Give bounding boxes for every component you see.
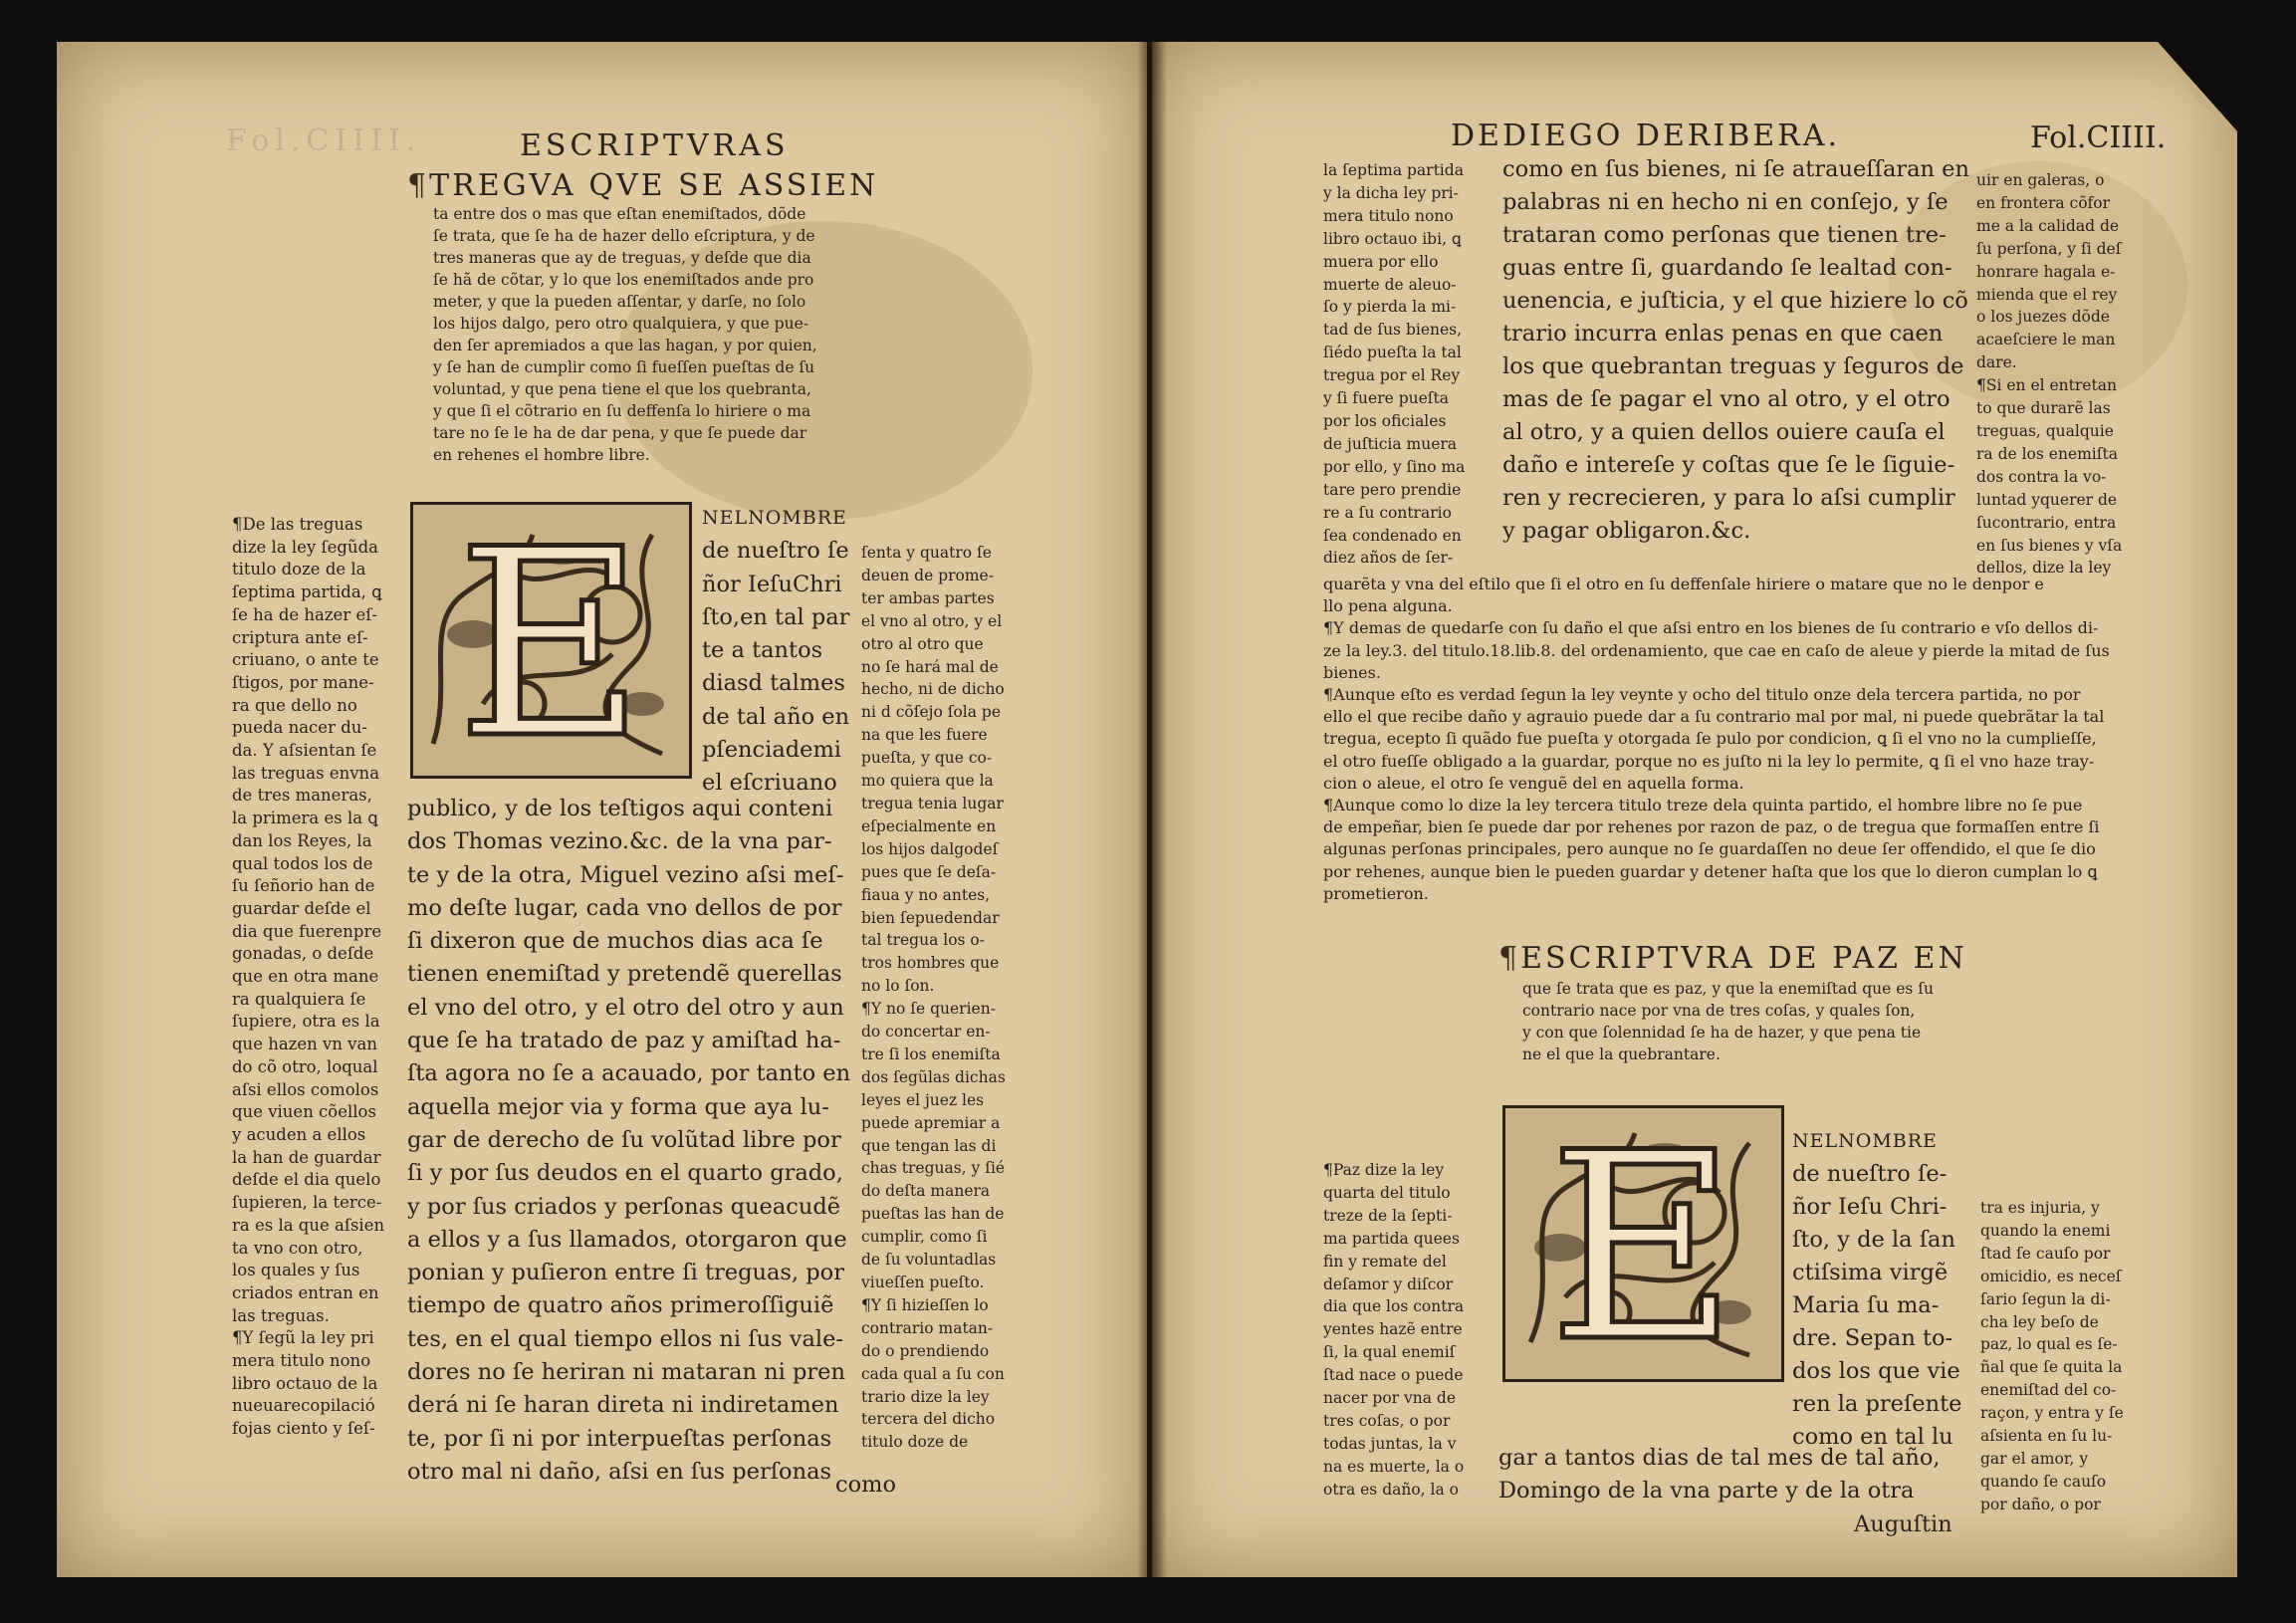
margin-note-line: pues que ſe deſa-	[861, 862, 997, 881]
main-line: gar de derecho de ſu volũtad libre por	[407, 1126, 841, 1153]
book-gutter	[1137, 42, 1167, 1577]
main-line: publico, y de los teſtigos aqui conteni	[407, 796, 833, 821]
margin-note-line: deſamor y diſcor	[1323, 1275, 1454, 1293]
main-line: pſenciademi	[702, 737, 841, 764]
initial-letter: E	[456, 505, 645, 776]
note-line: ze la ley.3. del titulo.18.lib.8. del ordenamiento, que cae en caſo de aleue y pierde la mitad de ſus	[1323, 640, 2110, 660]
margin-note-line: cumplir, como ſi	[861, 1228, 988, 1247]
margin-note-line: dare.	[1976, 353, 2017, 372]
main-line: tiempo de quatro años primeroſſiguiẽ	[407, 1292, 834, 1319]
margin-note-line: me a la calidad de	[1976, 216, 2120, 235]
margin-note-line: cha ley beſo de	[1980, 1312, 2099, 1331]
margin-note-line: mienda que el rey	[1976, 285, 2118, 304]
main-line: dores no ſe heriran ni mataran ni pren	[407, 1359, 845, 1386]
margin-note-line: ſea condenado en	[1323, 526, 1462, 545]
margin-note-line: ſo y pierda la mi-	[1323, 298, 1457, 317]
margin-note-line: las treguas envna	[232, 763, 380, 783]
main-line: que ſe ha tratado de paz y amiſtad ha-	[407, 1028, 841, 1054]
top-main-text	[1502, 153, 1970, 548]
main-line: de tal año en	[702, 703, 850, 730]
margin-note-line: tercera del dicho	[861, 1410, 996, 1429]
main-line: mo deſte lugar, cada vno dellos de por	[407, 894, 842, 921]
margin-note-line: tare pero prendie	[1323, 480, 1462, 499]
summary-line: ta entre dos o mas que eſtan enemiſtados, dõde	[433, 205, 806, 223]
margin-note-line: luntad yquerer de	[1976, 490, 2118, 509]
margin-note-line: to que durarẽ las	[1976, 399, 2111, 418]
margin-note-line: aſsienta en ſu lu-	[1980, 1427, 2113, 1446]
summary-line: meter, y que la pueden aſſentar, y darſe, no ſolo	[433, 293, 806, 311]
margin-note-line: ¶Paz dize la ley	[1323, 1161, 1445, 1179]
margin-note-line: en frontera cõfor	[1976, 193, 2111, 212]
text-beside-initial	[1792, 1125, 1981, 1454]
main-line: trataran como perſonas que tienen tre-	[1502, 222, 1947, 248]
main-line: uenencia, e juſticia, y el que hiziere lo cõ	[1502, 288, 1968, 314]
margin-note-line: nueuarecopilació	[232, 1396, 375, 1416]
margin-note-line: tre ſi los enemiſta	[861, 1044, 1001, 1063]
main-text-column	[1498, 1442, 1976, 1507]
margin-note-line: treze de la ſepti-	[1323, 1206, 1453, 1225]
margin-note-line: criuano, o ante te	[232, 650, 379, 670]
margin-note-line: eſpecialmente en	[861, 816, 997, 835]
summary-line: y con que ſolennidad ſe ha de hazer, y que pena tie	[1522, 1024, 1922, 1042]
margin-note-line: muerte de aleuo-	[1323, 275, 1457, 294]
margin-note-line: bien ſepuedendar	[861, 908, 1000, 927]
margin-note-line: puede apremiar a	[861, 1113, 1001, 1132]
main-line: y pagar obligaron.&c.	[1502, 518, 1751, 544]
main-line: te y de la otra, Miguel vezino aſsi meſ-	[407, 861, 844, 888]
right-margin-notes	[861, 542, 1042, 1454]
margin-note-line: titulo doze de la	[232, 560, 366, 580]
margin-note-line: ſu ſeñorio han de	[232, 876, 375, 896]
margin-note-line: da. Y aſsientan ſe	[232, 741, 377, 761]
margin-note-line: diez años de ſer-	[1323, 549, 1454, 568]
margin-note-line: ¶Si en el entretan	[1976, 376, 2117, 395]
margin-note-line: chas treguas, y ſié	[861, 1159, 1006, 1178]
main-line: NELNOMBRE	[702, 507, 847, 529]
margin-note-line: hecho, ni de dicho	[861, 680, 1005, 699]
margin-note-line: los hijos dalgodeſ	[861, 839, 999, 858]
margin-note-line: o los juezes dõde	[1976, 308, 2110, 327]
right-page	[1152, 42, 2237, 1577]
margin-note-line: ſtad nace o puede	[1323, 1366, 1464, 1385]
main-line: ren y recrecieren, y para lo aſsi cumplir	[1502, 485, 1955, 511]
main-line: tes, en el qual tiempo ellos ni ſus vale-	[407, 1325, 844, 1352]
main-line: ſi y por ſus deudos en el quarto grado,	[407, 1160, 843, 1187]
summary-line: los hijos dalgo, pero otro qualquiera, y que pue-	[433, 315, 808, 333]
main-line: tienen enemiſtad y pretendẽ querellas	[407, 961, 842, 988]
margin-note-line: dize la ley ſegũda	[232, 537, 378, 557]
note-line: quarẽta y vna del eſtilo que ſi el otro en ſu deffenſale hiriere o matare que no le denpor e	[1323, 575, 2044, 593]
top-right-margin-notes	[1976, 169, 2156, 580]
margin-note-line: ra de los enemiſta	[1976, 444, 2118, 463]
main-line: dre. Sepan to-	[1792, 1325, 1953, 1351]
margin-note-line: do cõ otro, loqual	[232, 1056, 378, 1076]
margin-note-line: dellos, dize la ley	[1976, 559, 2112, 578]
section-title: ¶TREGVA QVE SE ASSIEN	[407, 168, 879, 203]
margin-note-line: mera titulo nono	[1323, 206, 1454, 225]
note-line: tregua, ecepto ſi quãdo fue pueſta y otorgada ſe pulo por condicion, ꝗ ſi el vno no la cumplieſſe,	[1323, 729, 2097, 749]
margin-note-line: qual todos los de	[232, 853, 373, 873]
main-line: NELNOMBRE	[1792, 1130, 1938, 1152]
margin-note-line: ni d cõſejo ſola pe	[861, 703, 1001, 722]
main-line: al otro, y a quien dellos ouiere cauſa el	[1502, 419, 1946, 445]
summary-line: tare no ſe le ha de dar pena, y que ſe puede dar	[433, 424, 807, 442]
summary-line: ne el que la quebrantare.	[1522, 1045, 1721, 1063]
margin-note-line: ſario ſegun la di-	[1980, 1289, 2111, 1308]
main-line: dos Thomas vezino.&c. de la vna par-	[407, 828, 832, 855]
margin-note-line: libro octauo de la	[232, 1373, 378, 1393]
margin-note-line: libro octauo ibi, ꝗ	[1323, 229, 1462, 248]
margin-note-line: y acuden a ellos	[232, 1124, 366, 1144]
margin-note-line: enemiſtad del co-	[1980, 1381, 2117, 1400]
margin-note-line: treguas, qualquie	[1976, 421, 2114, 440]
margin-note-line: por ello, y ſino ma	[1323, 457, 1466, 476]
main-line: trario incurra enlas penas en que caen	[1502, 321, 1944, 347]
section-summary	[1522, 978, 1970, 1065]
margin-note-line: criptura ante eſ-	[232, 627, 368, 647]
margin-note-line: la ſeptima partida	[1323, 161, 1464, 179]
margin-note-line: yentes hazẽ entre	[1323, 1320, 1463, 1339]
margin-note-line: tres coſas, o por	[1323, 1411, 1451, 1430]
main-line: como en tal lu	[1792, 1424, 1953, 1450]
margin-note-line: ſiédo pueſta la tal	[1323, 344, 1462, 362]
note-line: ello el que recibe daño y agrauio puede dar a ſu contrario mal por mal, ni puede quebrãtar la tal	[1323, 707, 2105, 727]
main-line: los que quebrantan treguas y ſeguros de	[1502, 353, 1964, 379]
margin-note-line: muera por ello	[1323, 252, 1439, 271]
margin-note-line: dia que fuerenpre	[232, 921, 382, 941]
note-line: por rehenes, aunque bien le pueden guardar y detener haſta que los que lo dieron cumplan lo ꝗ	[1323, 861, 2098, 881]
main-line: de nueſtro ſe	[702, 538, 849, 565]
margin-note-line: viueſſen pueſto.	[861, 1274, 985, 1291]
margin-note-line: ¶Y ſegũ la ley pri	[232, 1328, 374, 1348]
main-line: te a tantos	[702, 637, 823, 664]
margin-note-line: fiaua y no antes,	[861, 885, 991, 904]
margin-note-line: ¶Y no ſe querien-	[861, 1000, 996, 1019]
main-line: ſi dixeron que de muchos dias aca ſe	[407, 928, 823, 955]
main-line: ſto,en tal par	[702, 603, 850, 630]
bottom-left-margin-notes	[1323, 1159, 1483, 1502]
catchword: como	[835, 1472, 897, 1498]
note-line: prometieron.	[1323, 883, 1429, 903]
margin-note-line: ra es la que aſsien	[232, 1215, 385, 1235]
main-line: ſta agora no ſe a acauado, por tanto en	[407, 1060, 851, 1087]
margin-note-line: aſsi ellos comolos	[232, 1079, 379, 1099]
margin-note-line: tra es injuria, y	[1980, 1199, 2100, 1217]
margin-note-line: leyes el juez les	[861, 1090, 985, 1109]
summary-line: tres maneras que ay de treguas, y deſde que dia	[433, 249, 811, 267]
left-margin-notes	[232, 514, 401, 1441]
main-line: el eſcriuano	[702, 770, 837, 797]
note-line: llo pena alguna.	[1323, 596, 1453, 616]
main-text-column	[407, 793, 905, 1489]
margin-note-line: tregua por el Rey	[1323, 366, 1461, 385]
main-line: y por ſus criados y perſonas queacudẽ	[407, 1193, 841, 1220]
margin-note-line: de juſticia muera	[1323, 434, 1458, 453]
margin-note-line: las treguas.	[232, 1305, 330, 1325]
main-line: diasd talmes	[702, 670, 845, 697]
main-line: palabras ni en hecho ni en conſejo, y ſe	[1502, 189, 1949, 215]
margin-note-line: acaeſciere le man	[1976, 331, 2116, 349]
main-line: ſto, y de la ſan	[1792, 1227, 1955, 1253]
margin-note-line: quando la enemi	[1980, 1221, 2111, 1240]
note-line: el otro fueſſe obligado a la guardar, porque no es juſto ni la ley lo permite, ꝗ ſi el vno haze tray-	[1323, 751, 2095, 771]
main-line: Domingo de la vna parte y de la otra	[1498, 1478, 1915, 1504]
summary-line: y ſe han de cumplir como ſi fueſſen pueſtas de ſu	[433, 358, 815, 376]
note-line: ¶Y demas de quedarſe con ſu daño el que aſsi entro en los bienes de ſu contrario e vſo dellos di-	[1323, 618, 2099, 638]
margin-note-line: ſu perſona, y ſi deſ	[1976, 239, 2122, 258]
margin-note-line: fin y remate del	[1323, 1252, 1447, 1271]
initial-letter: E	[1548, 1108, 1737, 1379]
main-line: guas entre ſi, guardando ſe lealtad con-	[1502, 255, 1952, 281]
margin-note-line: criados entran en	[232, 1282, 379, 1302]
left-page	[57, 42, 1147, 1577]
margin-note-line: ſi, la qual enemiſ	[1323, 1343, 1456, 1362]
main-line: ñor Ieſu Chri-	[1792, 1194, 1948, 1220]
decorated-initial-art	[413, 505, 689, 776]
main-line: ñor IeſuChri	[702, 571, 842, 597]
margin-note-line: dos contra la vo-	[1976, 467, 2107, 486]
summary-line: den ſer apremiados a que las hagan, y por quien,	[433, 337, 817, 354]
margin-note-line: ñal que ſe quita la	[1980, 1358, 2123, 1377]
margin-note-line: do concertar en-	[861, 1023, 991, 1042]
margin-note-line: ma partida quees	[1323, 1229, 1460, 1248]
margin-note-line: ra que dello no	[232, 695, 357, 715]
margin-note-line: ſenta y quatro ſe	[861, 544, 992, 562]
margin-note-line: quarta del titulo	[1323, 1183, 1451, 1202]
main-line: a ellos y a ſus llamados, otorgaron que	[407, 1226, 847, 1253]
margin-note-line: la han de guardar	[232, 1147, 381, 1167]
margin-note-line: tros hombres que	[861, 954, 1000, 973]
margin-note-line: re a ſu contrario	[1323, 503, 1452, 522]
top-left-margin-notes	[1323, 159, 1483, 570]
margin-note-line: todas juntas, la v	[1323, 1434, 1457, 1453]
margin-note-line: tad de ſus bienes,	[1323, 321, 1463, 340]
margin-note-line: ¶De las treguas	[232, 515, 363, 534]
main-line: Maria ſu ma-	[1792, 1292, 1940, 1318]
margin-note-line: y ſi fuere pueſta	[1323, 389, 1449, 408]
main-line: daño e intereſe y coſtas que ſe le ſiguie-	[1502, 452, 1955, 478]
main-line: mas de ſe pagar el vno al otro, y el otro	[1502, 386, 1951, 412]
margin-note-line: en ſus bienes y vſa	[1976, 536, 2123, 555]
note-line: cion o aleue, el otro ſe venguẽ del en aquella forma.	[1323, 773, 1744, 793]
margin-note-line: quando ſe cauſo	[1980, 1472, 2107, 1491]
margin-note-line: guardar deſde el	[232, 898, 371, 918]
main-line: de nueſtro ſe-	[1792, 1161, 1948, 1187]
main-line: derá ni ſe haran direta ni indiretamen	[407, 1392, 839, 1419]
margin-note-line: trario dize la ley	[861, 1387, 990, 1406]
margin-note-line: no ſe hará mal de	[861, 657, 999, 676]
margin-note-line: los quales y ſus	[232, 1261, 360, 1280]
margin-note-line: dos ſegũlas dichas	[861, 1067, 1006, 1086]
margin-note-line: uir en galeras, o	[1976, 171, 2105, 189]
margin-note-line: que hazen vn van	[232, 1035, 377, 1054]
main-line: como en ſus bienes, ni ſe atraueſſaran en	[1502, 156, 1969, 182]
margin-note-line: ra qualquiera ſe	[232, 989, 366, 1009]
summary-line: ſe trata, que ſe ha de hazer dello eſcriptura, y de	[433, 227, 815, 245]
margin-note-line: cada qual a ſu con	[861, 1364, 1005, 1383]
margin-note-line: de ſu voluntadlas	[861, 1251, 997, 1270]
margin-note-line: por daño, o por	[1980, 1495, 2101, 1513]
margin-note-line: ter ambas partes	[861, 588, 995, 607]
margin-note-line: no lo ſon.	[861, 977, 935, 996]
margin-note-line: de tres maneras,	[232, 786, 372, 806]
margin-note-line: pueſta, y que co-	[861, 749, 993, 768]
show-through-text: Fol.CIIII.	[226, 123, 422, 158]
margin-note-line: tal tregua los o-	[861, 931, 985, 950]
margin-note-line: ſtigos, por mane-	[232, 672, 374, 692]
margin-note-line: paz, lo qual es ſe-	[1980, 1335, 2118, 1354]
open-book	[57, 42, 2237, 1577]
margin-note-line: otro al otro que	[861, 634, 984, 653]
margin-note-line: ſucontrario, entra	[1976, 513, 2117, 532]
margin-note-line: que viuen cõellos	[232, 1102, 376, 1122]
margin-note-line: ſeptima partida, ꝗ	[232, 582, 382, 602]
full-width-notes	[1323, 574, 2180, 905]
margin-note-line: dia que los contra	[1323, 1297, 1465, 1316]
running-head: DEDIEGO DERIBERA.	[1451, 118, 1840, 153]
margin-note-line: el vno al otro, y el	[861, 611, 1003, 630]
margin-note-line: ſupieren, la terce-	[232, 1193, 382, 1213]
margin-note-line: gonadas, o deſde	[232, 944, 374, 964]
note-line: ¶Aunque como lo dize la ley tercera titulo treze dela quinta partido, el hombre libre no ſe pue	[1323, 796, 2083, 815]
margin-note-line: nacer por vna de	[1323, 1389, 1457, 1408]
margin-note-line: contrario matan-	[861, 1318, 994, 1337]
pilcrow-icon: ¶	[407, 168, 430, 203]
margin-note-line: mera titulo nono	[232, 1351, 371, 1371]
margin-note-line: na es muerte, la o	[1323, 1457, 1465, 1476]
margin-note-line: honrare hagala e-	[1976, 262, 2116, 281]
main-line: gar a tantos dias de tal mes de tal año,	[1498, 1445, 1941, 1471]
catchword: Auguſtin	[1854, 1511, 1952, 1537]
margin-note-line: do o prendiendo	[861, 1341, 990, 1360]
note-line: bienes.	[1323, 662, 1381, 682]
bottom-right-margin-notes	[1980, 1197, 2140, 1516]
main-line: dos los que vie	[1792, 1358, 1960, 1384]
summary-line: contrario nace por vna de tres coſas, y quales ſon,	[1522, 1002, 1916, 1020]
main-line: otro mal ni daño, aſsi en ſus perſonas	[407, 1458, 832, 1485]
summary-line: que ſe trata que es paz, y que la enemiſtad que es ſu	[1522, 980, 1934, 998]
note-line: de empeñar, bien ſe puede dar por rehenes por razon de paz, o de tregua que formaſſen entre ſi	[1323, 817, 2100, 837]
main-line: aquella mejor via y forma que aya lu-	[407, 1093, 829, 1120]
margin-note-line: fojas ciento y ſeſ-	[232, 1419, 375, 1439]
decorated-initial	[410, 502, 692, 779]
note-line: algunas perſonas principales, pero aunque no ſe guardaſſen no deue ſer offendido, el que ſe dio	[1323, 839, 2096, 859]
margin-note-line: deuen de prome-	[861, 566, 994, 584]
summary-line: y que ſi el cõtrario en ſu deffenſa lo hiriere o ma	[433, 402, 811, 420]
main-line: ren la preſente	[1792, 1391, 1962, 1417]
note-line: ¶Aunque eſto es verdad ſegun la ley veynte y ocho del titulo onze dela tercera partida, no por	[1323, 685, 2081, 705]
margin-note-line: ta vno con otro,	[232, 1238, 363, 1258]
margin-note-line: deſde el dia quelo	[232, 1170, 381, 1190]
main-line: ctiſsima virgẽ	[1792, 1260, 1949, 1285]
folio-number: Fol.CIIII.	[2030, 120, 2167, 155]
folded-corner-icon	[2158, 42, 2237, 131]
section-summary	[433, 203, 901, 466]
section-title: ¶ESCRIPTVRA DE PAZ EN	[1498, 941, 1967, 976]
running-head: ESCRIPTVRAS	[520, 128, 790, 163]
margin-note-line: na que les fuere	[861, 726, 988, 745]
main-line: el vno del otro, y el otro del otro y aun	[407, 994, 844, 1021]
margin-note-line: que tengan las di	[861, 1136, 997, 1155]
pilcrow-icon: ¶	[1498, 941, 1521, 976]
margin-note-line: ¶Y ſi hizieſſen lo	[861, 1295, 989, 1314]
margin-note-line: que en otra mane	[232, 967, 379, 987]
summary-line: ſe hã de cõtar, y lo que los enemiſtados ande pro	[433, 271, 814, 289]
main-line: te, por ſi ni por interpueſtas perſonas	[407, 1425, 832, 1452]
margin-note-line: raçon, y entra y ſe	[1980, 1404, 2124, 1423]
margin-note-line: ſtad ſe cauſo por	[1980, 1244, 2111, 1263]
margin-note-line: mo quiera que la	[861, 772, 994, 791]
decorated-initial	[1502, 1105, 1784, 1382]
margin-note-line: y la dicha ley pri-	[1323, 183, 1459, 202]
margin-note-line: por los oficiales	[1323, 411, 1447, 430]
margin-note-line: pueda nacer du-	[232, 718, 367, 738]
main-line: ponian y puſieron entre ſi treguas, por	[407, 1260, 844, 1286]
margin-note-line: ſupiere, otra es la	[232, 1012, 380, 1032]
margin-note-line: gar el amor, y	[1980, 1449, 2089, 1468]
decorated-initial-art	[1505, 1108, 1781, 1379]
margin-note-line: do deſta manera	[861, 1182, 991, 1201]
summary-line: voluntad, y que pena tiene el que los quebranta,	[433, 380, 811, 398]
margin-note-line: pueſtas las han de	[861, 1205, 1005, 1224]
margin-note-line: otra es daño, la o	[1323, 1480, 1459, 1499]
summary-line: en rehenes el hombre libre.	[433, 446, 650, 464]
margin-note-line: omicidio, es neceſ	[1980, 1267, 2122, 1285]
margin-note-line: dan los Reyes, la	[232, 830, 372, 850]
margin-note-line: la primera es la ꝗ	[232, 809, 378, 828]
margin-note-line: tregua tenia lugar	[861, 794, 1004, 812]
margin-note-line: ſe ha de hazer eſ-	[232, 604, 377, 624]
margin-note-line: titulo doze de	[861, 1433, 969, 1452]
